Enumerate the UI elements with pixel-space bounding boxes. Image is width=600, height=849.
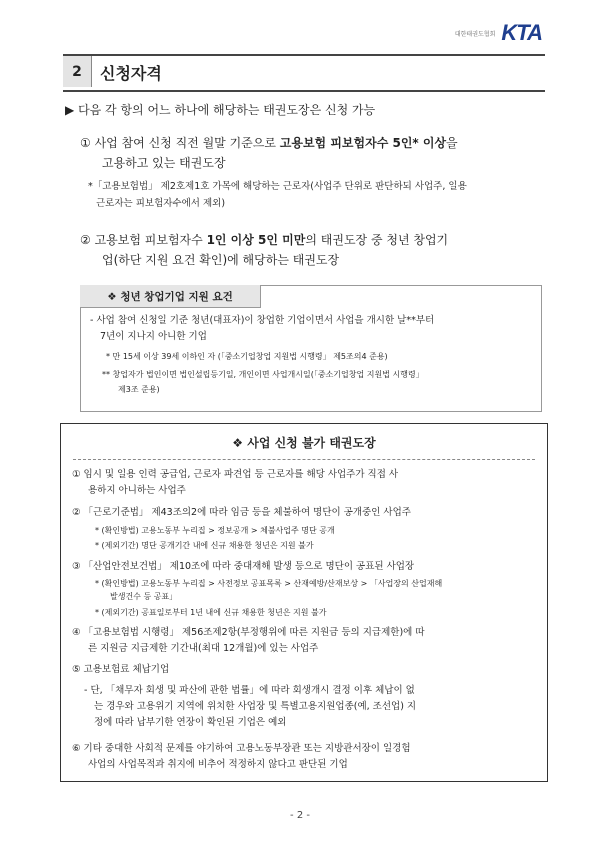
ineligible-5-line1: ⑤ 고용보험료 체납기업 <box>72 664 170 675</box>
ineligible-3-line1: ③ 「산업안전보건법」 제10조에 따라 중대재해 발생 등으로 명단이 공표된 사업장 <box>72 561 415 572</box>
ineligible-4-line1: ④ 「고용보험법 시행령」 제56조제2항(부정행위에 따른 지원금 등의 지급제한)에 따 <box>72 627 425 638</box>
requirements-line1: - 사업 참여 신청일 기준 청년(대표자)이 창업한 기업이면서 사업을 개시한 날**부터 <box>90 315 435 326</box>
requirements-note2-line1: ** 창업자가 법인이면 법인설립등기일, 개인이면 사업개시일(「중소기업창업 지원법 시행령」 <box>102 370 424 379</box>
item-1 <box>80 134 458 152</box>
item-1-text-b: 을 <box>446 136 458 150</box>
ineligible-3-sub1a: * (확인방법) 고용노동부 누리집 > 사전정보 공표목록 > 산재예방/산재보상 > 「사업장의 산업재해 <box>95 579 443 588</box>
requirements-title: ❖ 청년 창업기업 지원 요건 <box>80 285 261 308</box>
item-2-text-a: 고용보험 피보험자수 <box>94 233 207 247</box>
item-1-bold: 고용보험 피보험자수 5인* 이상 <box>279 136 447 150</box>
ineligible-2-sub1: * (확인방법) 고용노동부 누리집 > 정보공개 > 체불사업주 명단 공개 <box>95 526 335 535</box>
intro-text: 다음 각 항의 어느 하나에 해당하는 태권도장은 신청 가능 <box>78 103 376 117</box>
item-2-bold: 1인 이상 5인 미만 <box>206 233 306 247</box>
ineligible-5-sub2: 는 경우와 고용위기 지역에 위치한 사업장 및 특별고용지원업종(예, 조선업) 지 <box>94 701 417 712</box>
item-2-marker: ② <box>80 233 91 247</box>
item-2-text-b: 의 태권도장 중 청년 창업기 <box>305 233 449 247</box>
section-title: 신청자격 <box>100 64 162 83</box>
ineligible-3-sub2: * (제외기간) 공표일로부터 1년 내에 신규 채용한 청년은 지원 불가 <box>95 608 327 617</box>
ineligible-5-sub1: - 단, 「채무자 회생 및 파산에 관한 법률」에 따라 회생개시 결정 이후 체납이 없 <box>84 685 415 696</box>
requirements-note1: * 만 15세 이상 39세 이하인 자 (「중소기업창업 지원법 시행령」 제5조의4 준용) <box>106 352 388 361</box>
ineligible-3-sub1b: 발생건수 등 공표」 <box>110 592 178 601</box>
logo-mark: KTA <box>501 20 542 45</box>
item-2-line2: 업(하단 지원 요건 확인)에 해당하는 태권도장 <box>102 253 340 267</box>
ineligible-1-line1: ① 임시 및 일용 인력 공급업, 근로자 파견업 등 근로자를 해당 사업주가 직접 사 <box>72 469 399 480</box>
bullet-icon: ▶ <box>65 103 75 117</box>
ineligible-6-line2: 사업의 사업목적과 취지에 비추어 적정하지 않다고 판단된 기업 <box>88 759 348 770</box>
ineligible-4-line2: 른 지원금 지급제한 기간내(최대 12개월)에 있는 사업주 <box>88 643 319 654</box>
requirements-line2: 7년이 지나지 아니한 기업 <box>100 331 207 342</box>
ineligible-1-line2: 용하지 아니하는 사업주 <box>88 485 186 496</box>
item-1-marker: ① <box>80 136 91 150</box>
ineligible-title: ❖ 사업 신청 불가 태권도장 <box>232 436 376 450</box>
page-number: - 2 - <box>290 810 310 821</box>
item-2 <box>80 231 448 249</box>
ineligible-6-line1: ⑥ 기타 중대한 사회적 문제를 야기하여 고용노동부장관 또는 지방관서장이 일경험 <box>72 743 411 754</box>
logo-org-name: 대한태권도협회 <box>454 30 496 38</box>
ineligible-2-line1: ② 「근로기준법」 제43조의2에 따라 임금 등을 체불하여 명단이 공개중인 사업주 <box>72 507 411 518</box>
item-1-text-a: 사업 참여 신청 직전 월말 기준으로 <box>94 136 280 150</box>
requirements-note2-line2: 제3조 준용) <box>118 385 160 394</box>
note-1-line2: 근로자는 피보험자수에서 제외) <box>96 198 226 209</box>
logo <box>455 20 542 46</box>
ineligible-divider <box>73 459 535 460</box>
intro-line <box>65 101 375 119</box>
ineligible-2-sub2: * (제외기간) 명단 공개기간 내에 신규 채용한 청년은 지원 불가 <box>95 541 314 550</box>
ineligible-5-sub3: 정에 따라 납부기한 연장이 확인된 기업은 예외 <box>94 717 287 728</box>
item-1-line2: 고용하고 있는 태권도장 <box>102 156 226 170</box>
note-1-line1: *「고용보험법」 제2호제1호 가목에 해당하는 근로자(사업주 단위로 판단하되 사업주, 일용 <box>88 181 467 192</box>
section-number: 2 <box>63 56 92 87</box>
